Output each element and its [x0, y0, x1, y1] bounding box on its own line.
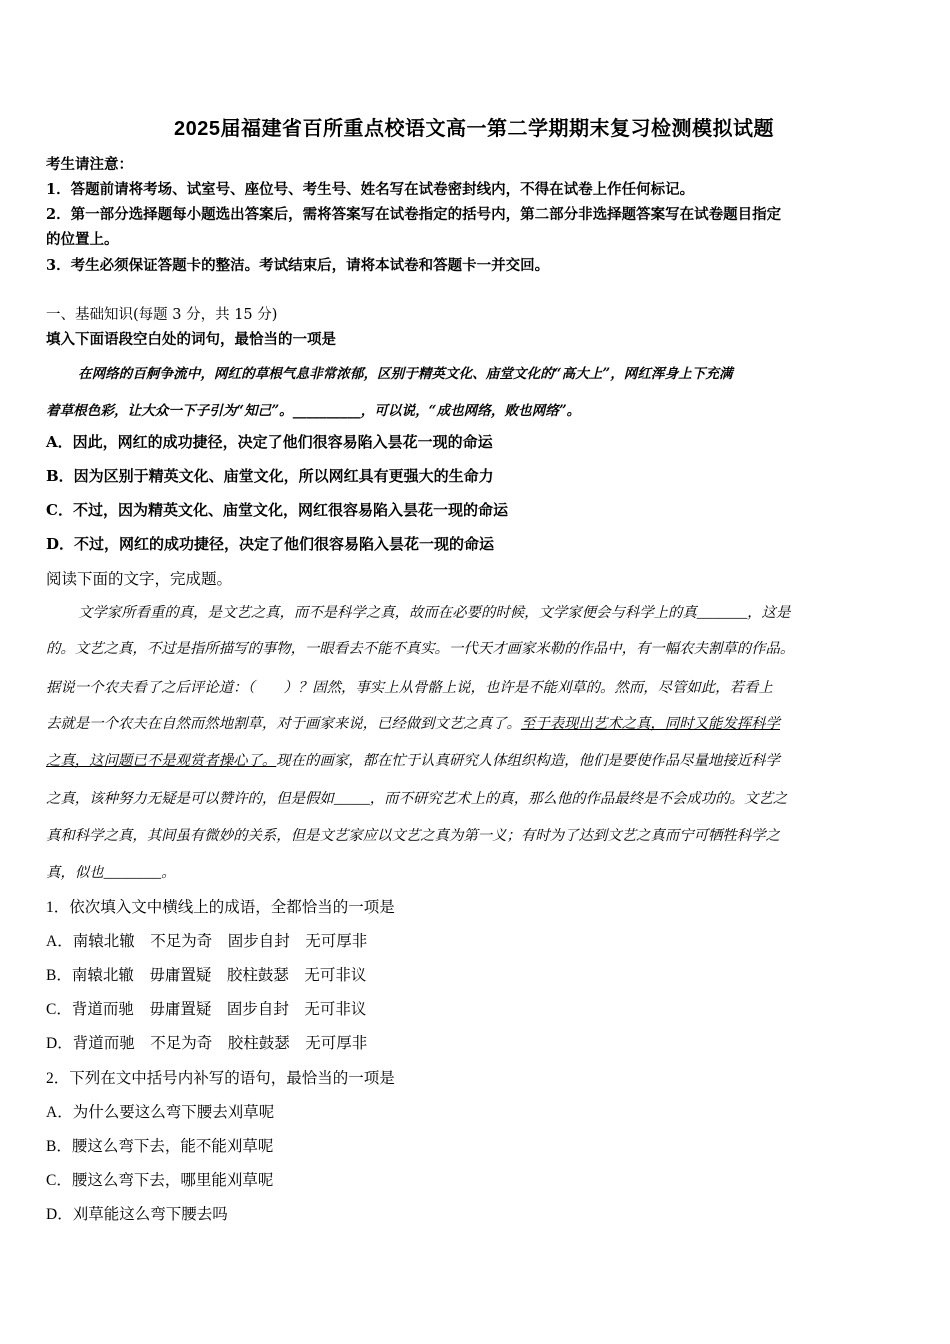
reading-line [46, 749, 780, 770]
underlined-sentence: 之真，这问题已不是观赏者操心了。 [46, 753, 277, 769]
passage-line: 在网络的百舸争流中，网红的草根气息非常浓郁，区别于精英文化、庙堂文化的“高大上”，网红浑身上下充满 [78, 366, 733, 382]
option-c: C．背道而驰 毋庸置疑 固步自封 无可非议 [46, 1001, 367, 1018]
option-d: D．刈草能这么弯下腰去吗 [46, 1206, 228, 1223]
option-b: B．腰这么弯下去，能不能刈草呢 [46, 1138, 274, 1155]
reading-line: 之真，该种努力无疑是可以赞许的，但是假如_____，而不研究艺术上的真，那么他的作品最终是不会成功的。文艺之 [46, 791, 788, 807]
reading-text: 现在的画家，都在忙于认真研究人体组织构造，他们是要使作品尽量地接近科学 [276, 753, 780, 769]
option-a: A．南辕北辙 不足为奇 固步自封 无可厚非 [46, 933, 368, 950]
reading-intro: 阅读下面的文字，完成题。 [46, 571, 233, 588]
reading-line: 文学家所看重的真，是文艺之真，而不是科学之真，故而在必要的时候，文学家便会与科学上的真_______，这是 [78, 605, 791, 621]
option-d: D．不过，网红的成功捷径，决定了他们很容易陷入昙花一现的命运 [46, 535, 495, 553]
notice-item: 1．答题前请将考场、试室号、座位号、考生号、姓名写在试卷密封线内，不得在试卷上作任何标记。 [46, 181, 695, 198]
reading-line: 据说一个农夫看了之后评论道：（ ）？固然，事实上从骨骼上说，也许是不能刈草的。然而，尽管如此，若看上 [46, 680, 773, 696]
reading-line: 的。文艺之真，不过是指所描写的事物，一眼看去不能不真实。一代天才画家米勒的作品中，有一幅农夫割草的作品。 [46, 641, 795, 657]
notice-heading: 考生请注意： [46, 156, 133, 173]
notice-item: 3．考生必须保证答题卡的整洁。考试结束后，请将本试卷和答题卡一并交回。 [46, 257, 550, 274]
option-b: B．南辕北辙 毋庸置疑 胶柱鼓瑟 无可非议 [46, 967, 367, 984]
option-a: A．为什么要这么弯下腰去刈草呢 [46, 1104, 275, 1121]
reading-line: 真，似也________。 [46, 865, 176, 881]
reading-line [46, 712, 780, 733]
notice-item: 的位置上。 [46, 231, 119, 248]
option-c: C．腰这么弯下去，哪里能刈草呢 [46, 1172, 274, 1189]
question-stem: 填入下面语段空白处的词句，最恰当的一项是 [46, 331, 336, 348]
option-b: B．因为区别于精英文化、庙堂文化，所以网红具有更强大的生命力 [46, 467, 494, 485]
question-stem: 2．下列在文中括号内补写的语句，最恰当的一项是 [46, 1070, 395, 1087]
section-heading: 一、基础知识(每题 3 分，共 15 分) [46, 307, 278, 323]
page-title: 2025届福建省百所重点校语文高一第二学期期末复习检测模拟试题 [174, 118, 774, 140]
option-a: A．因此，网红的成功捷径，决定了他们很容易陷入昙花一现的命运 [46, 433, 493, 451]
underlined-sentence: 至于表现出艺术之真，同时又能发挥科学 [520, 716, 780, 732]
option-d: D．背道而驰 不足为奇 胶柱鼓瑟 无可厚非 [46, 1035, 368, 1052]
passage-line: 着草根色彩，让大众一下子引为“知己”。__________，可以说，“成也网络，败也网络”。 [46, 403, 581, 419]
question-stem: 1．依次填入文中横线上的成语，全都恰当的一项是 [46, 899, 395, 916]
reading-line: 真和科学之真，其间虽有微妙的关系，但是文艺家应以文艺之真为第一义；有时为了达到文艺之真而宁可牺牲科学之 [46, 828, 780, 844]
notice-item: 2．第一部分选择题每小题选出答案后，需将答案写在试卷指定的括号内，第二部分非选择题答案写在试卷题目指定 [46, 206, 782, 223]
reading-text: 去就是一个农夫在自然而然地割草，对于画家来说，已经做到文艺之真了。 [46, 716, 521, 732]
option-c: C．不过，因为精英文化、庙堂文化，网红很容易陷入昙花一现的命运 [46, 501, 508, 519]
